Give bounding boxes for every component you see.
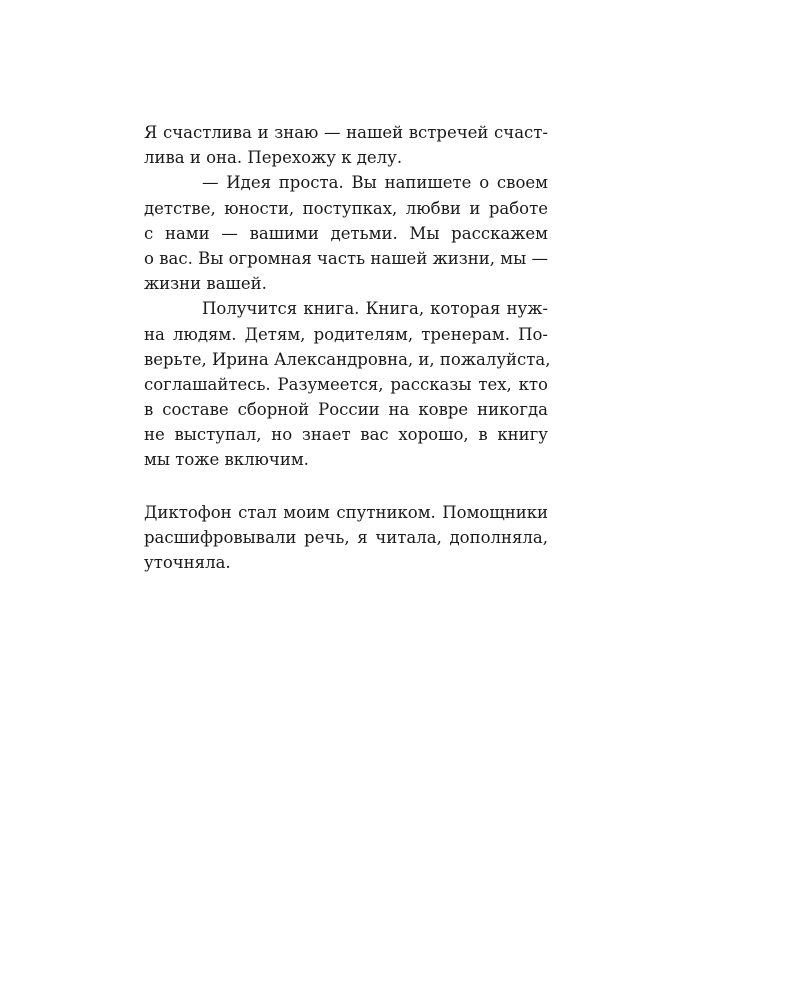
text-line: расшифровывали речь, я читала, дополняла, <box>144 528 548 548</box>
text-line: не выступал, но знает вас хорошо, в книгу <box>144 425 548 445</box>
text-line: Диктофон стал моим спутником. Помощники <box>144 503 548 522</box>
text-line: Получится книга. Книга, которая нуж- <box>202 299 548 319</box>
paragraph-block-dialogue <box>144 120 551 473</box>
paragraph-block-narration <box>144 500 548 576</box>
text-line: о вас. Вы огромная часть нашей жизни, мы — <box>144 248 548 268</box>
text-line: верьте, Ирина Александровна, и, пожалуйста, <box>144 349 551 369</box>
text-line: — Идея проста. Вы напишете о своем <box>202 173 548 193</box>
text-line: мы тоже включим. <box>144 450 309 470</box>
text-line: соглашайтесь. Разумеется, рассказы тех, кто <box>144 374 548 394</box>
text-line: уточняла. <box>144 553 231 573</box>
text-line: лива и она. Перехожу к делу. <box>144 148 403 168</box>
text-line: детстве, юности, поступках, любви и работе <box>144 198 548 218</box>
text-line: с нами — вашими детьми. Мы расскажем <box>144 223 548 243</box>
text-line: Я счастлива и знаю — нашей встречей счаст- <box>144 123 548 142</box>
text-line: на людям. Детям, родителям, тренерам. По- <box>144 324 548 344</box>
text-line: жизни вашей. <box>144 274 267 294</box>
text-line: в составе сборной России на ковре никогда <box>144 400 548 420</box>
